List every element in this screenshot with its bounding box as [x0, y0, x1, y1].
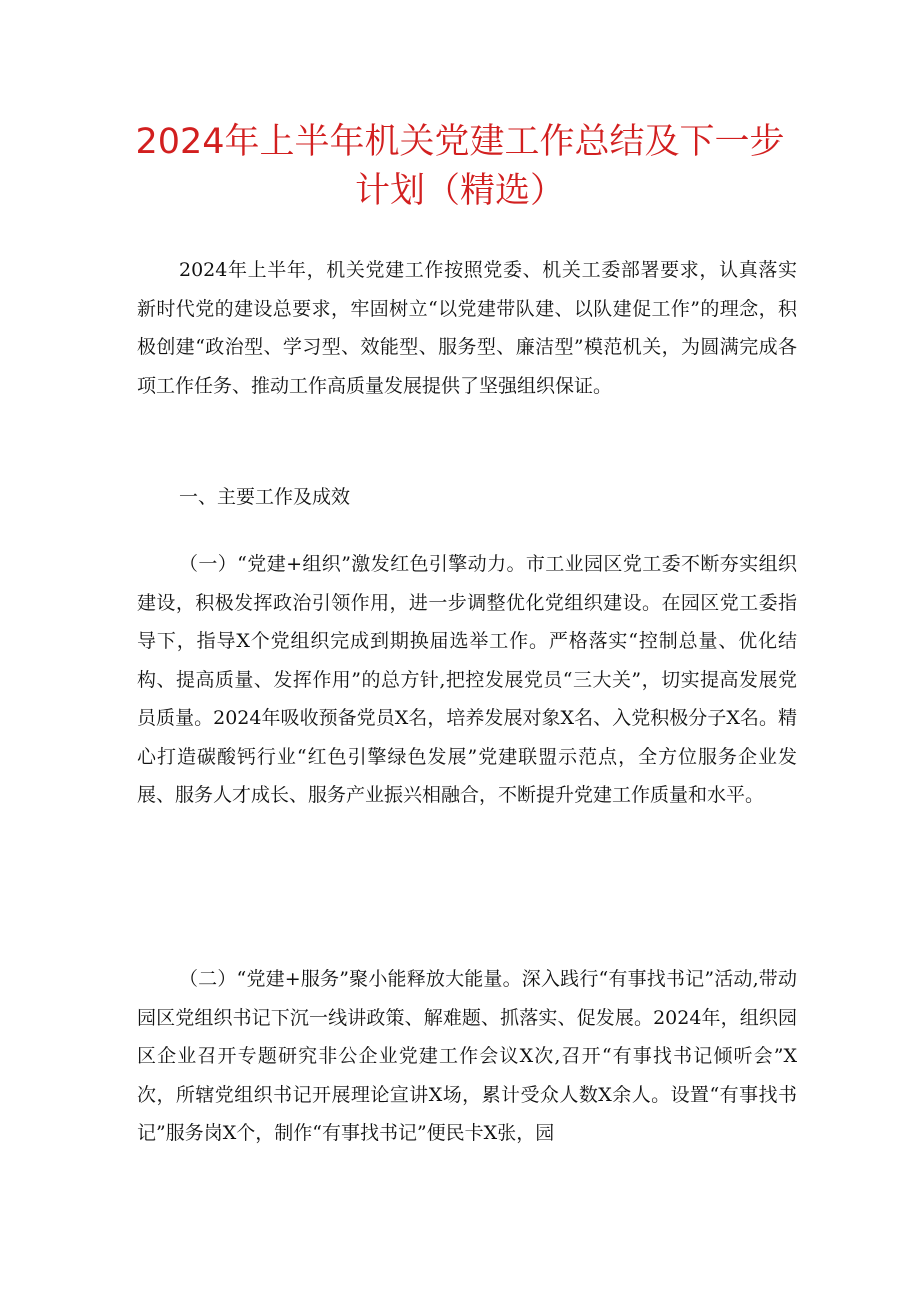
section-heading-main-work: 一、主要工作及成效	[179, 486, 351, 508]
paragraph-organization: （一）“党建+组织”激发红色引擎动力。市工业园区党工委不断夯实组织建设，积极发挥政治引领作用，进一步调整优化党组织建设。在园区党工委指导下，指导X个党组织完成到期换届选举工作。严格落实“控制总量、优化结构、提高质量、发挥作用”的总方针,把控发展党员“三大关”，切实提高发展党员质量。2024年吸收预备党员X名，培养发展对象X名、入党积极分子X名。精心打造碳酸钙行业“红色引擎绿色发展”党建联盟示范点，全方位服务企业发展、服务人才成长、服务产业振兴相融合，不断提升党建工作质量和水平。	[137, 553, 797, 806]
intro-paragraph: 2024年上半年，机关党建工作按照党委、机关工委部署要求，认真落实新时代党的建设总要求，牢固树立“以党建带队建、以队建促工作”的理念，积极创建“政治型、学习型、效能型、服务型、廉洁型”模范机关，为圆满完成各项工作任务、推动工作高质量发展提供了坚强组织保证。	[137, 259, 797, 397]
paragraph-service: （二）“党建+服务”聚小能释放大能量。深入践行“有事找书记”活动,带动园区党组织书记下沉一线讲政策、解难题、抓落实、促发展。2024年，组织园区企业召开专题研究非公企业党建工作会议X次,召开“有事找书记倾听会”X次，所辖党组织书记开展理论宣讲X场，累计受众人数X余人。设置“有事找书记”服务岗X个，制作“有事找书记”便民卡X张，园	[137, 968, 797, 1144]
document-title: 2024年上半年机关党建工作总结及下一步计划（精选）	[135, 122, 785, 211]
